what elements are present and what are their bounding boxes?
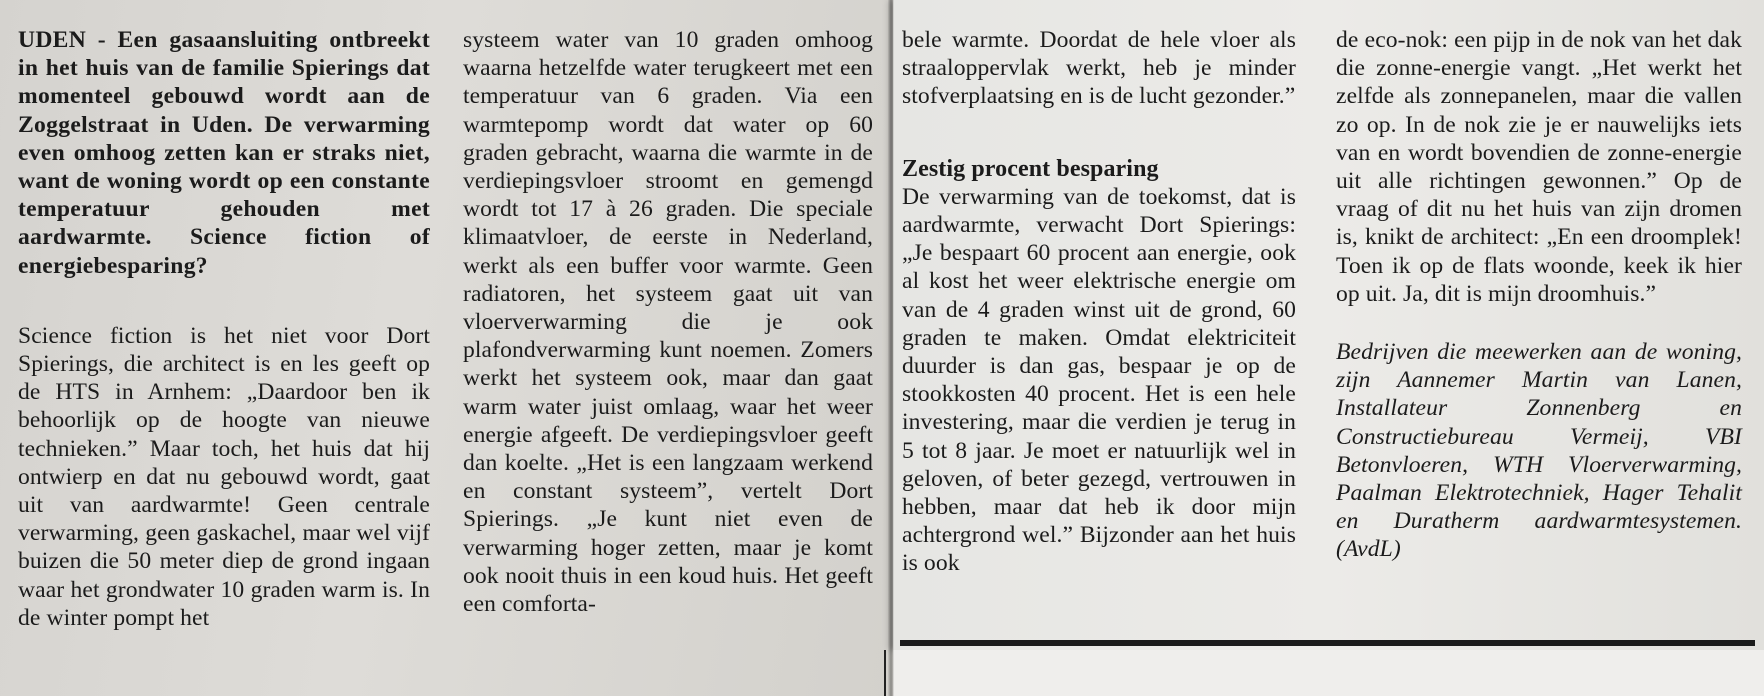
article-subheading: Zestig procent besparing xyxy=(902,155,1159,182)
column-2 xyxy=(463,26,873,618)
column-3 xyxy=(902,26,1296,578)
background-area xyxy=(893,650,1764,696)
column-1 xyxy=(18,26,430,632)
column-edge-line xyxy=(884,650,886,696)
column-4 xyxy=(1336,26,1742,564)
paragraph-gap xyxy=(18,280,430,322)
article-paragraph: bele warmte. Doordat de hele vloer als straaloppervlak werkt, heb je minder stofverplaatsing en is de lucht gezonder.” xyxy=(902,27,1296,110)
article-intro: UDEN - Een gasaansluiting ontbreekt in het huis van de familie Spierings dat momenteel gebouwd wordt aan de Zoggelstraat in Uden. De verwarming even omhoog zetten kan er straks niet, want de woning wordt op een constante temperatuur gehouden met aardwarmte. Science fiction of energiebesparing? xyxy=(18,27,430,279)
article-paragraph: De verwarming van de toekomst, dat is aardwarmte, verwacht Dort Spierings: „Je bespaart 60 procent aan energie, ook al kost het weer elektrische energie om van de 4 graden winst uit de grond, 60 graden te maken. Omdat elektriciteit duurder is dan gas, bespaar je op de stookkosten 40 procent. Het is een hele investering, maar die verdien je terug in 5 tot 8 jaar. Je moet er natuurlijk wel in geloven, of beter gezegd, vertrouwen in hebben, maar dat heb ik door mijn achtergrond wel.” Bijzonder aan het huis is ook xyxy=(902,183,1296,577)
article-paragraph: de eco-nok: een pijp in de nok van het dak die zonne-energie vangt. „Het werkt het zelfde als zonnepanelen, maar die vallen zo op. In de nok zie je er nauwelijks iets van en wordt bovendien de zonne-energie uit alle richtingen gewonnen.” Op de vraag of dit nu het huis van zijn dromen is, knikt de architect: „En een droomplek! Toen ik op de flats woonde, keek ik hier op uit. Ja, dit is mijn droomhuis.” xyxy=(1336,27,1742,307)
article-credits: Bedrijven die meewerken aan de woning, zijn Aannemer Martin van Lanen, Installateur Zonnenberg en Constructiebureau Vermeij, VBI Betonvloeren, WTH Vloerverwarming, Paalman Elektrotechniek, Hager Tehalit en Duratherm aardwarmtesystemen. (AvdL) xyxy=(1336,339,1742,563)
article-paragraph: systeem water van 10 graden omhoog waarna hetzelfde water terugkeert met een temperatuur van 6 graden. Via een warmtepomp wordt dat water op 60 graden gebracht, waarna die warmte in de verdiepingsvloer stroomt en gemengd wordt tot 17 à 26 graden. Die speciale klimaatvloer, de eerste in Nederland, werkt als een buffer voor warmte. Geen radiatoren, het systeem gaat uit van vloerverwarming die je ook plafondverwarming kunt noemen. Zomers werkt het systeem ook, maar dan gaat warm water juist omlaag, waar het weer energie afgeeft. De verdiepingsvloer geeft dan koelte. „Het is een langzaam werkend en constant systeem”, vertelt Dort Spierings. „Je kunt niet even de verwarming hoger zetten, maar je komt ook nooit thuis in een koud huis. Het geeft een comforta- xyxy=(463,27,873,618)
article-end-rule xyxy=(900,640,1755,646)
fold-line xyxy=(888,0,894,696)
article-paragraph: Science fiction is het niet voor Dort Spierings, die architect is en les geeft op de HTS in Arnhem: „Daardoor ben ik behoorlijk op de hoogte van nieuwe technieken.” Maar toch, het huis dat hij ontwierp en dat nu gebouwd wordt, gaat uit van aardwarmte! Geen centrale verwarming, geen gaskachel, maar wel vijf buizen die 50 meter diep de grond ingaan waar het grondwater 10 graden warm is. In de winter pompt het xyxy=(18,322,430,631)
